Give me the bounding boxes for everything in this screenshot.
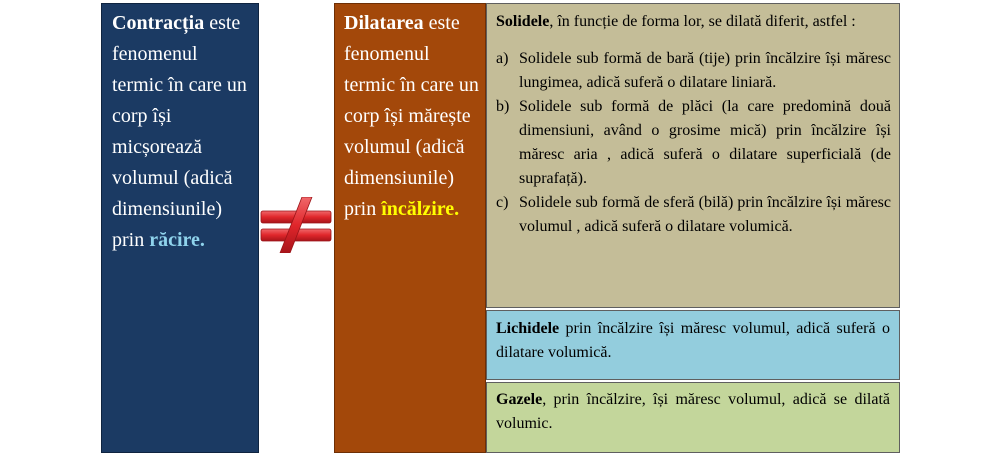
solids-term: Solidele xyxy=(496,13,550,30)
list-item-text: Solidele sub formă de bară (tije) prin încălzire își măresc lungimea, adică suferă o dilatare liniară. xyxy=(519,50,891,91)
not-equal-icon xyxy=(260,197,332,253)
list-item-text: Solidele sub formă de plăci (la care predomină două dimensiuni, având o grosime mică) prin încălzire își măresc aria , adică suferă o dilatare superficială (de suprafață). xyxy=(519,98,891,187)
gases-term: Gazele xyxy=(496,391,543,408)
solids-intro-text: , în funcție de forma lor, se dilată diferit, astfel : xyxy=(549,13,856,30)
dilation-keyword: încălzire. xyxy=(381,198,460,220)
list-marker: a) xyxy=(496,50,509,67)
contraction-definition: este fenomenul termic în care un corp își micșorează volumul (adică dimensiunile) prin xyxy=(112,12,247,251)
list-item-text: Solidele sub formă de sferă (bilă) prin încălzire își măresc volumul , adică suferă o dilatare volumică. xyxy=(519,194,891,235)
gases-text: , prin încălzire, își măresc volumul, adică se dilată volumic. xyxy=(496,391,890,432)
list-item xyxy=(496,47,891,95)
list-marker: c) xyxy=(496,194,509,211)
dilation-box xyxy=(334,3,486,453)
solids-intro xyxy=(496,10,891,34)
solids-list xyxy=(496,47,891,239)
list-item xyxy=(496,95,891,191)
gases-panel xyxy=(486,382,900,453)
liquids-text: prin încălzire își măresc volumul, adică suferă o dilatare volumică. xyxy=(496,320,890,361)
contraction-keyword: răcire. xyxy=(149,229,205,251)
dilation-term: Dilatarea xyxy=(344,12,424,34)
solids-panel xyxy=(486,3,900,308)
liquids-term: Lichidele xyxy=(496,320,560,337)
contraction-term: Contracția xyxy=(112,12,205,34)
contraction-box xyxy=(101,3,259,453)
dilation-definition: este fenomenul termic în care un corp își mărește volumul (adică dimensiunile) prin xyxy=(344,12,479,220)
list-item xyxy=(496,191,891,239)
liquids-panel xyxy=(486,310,900,380)
list-marker: b) xyxy=(496,98,510,115)
